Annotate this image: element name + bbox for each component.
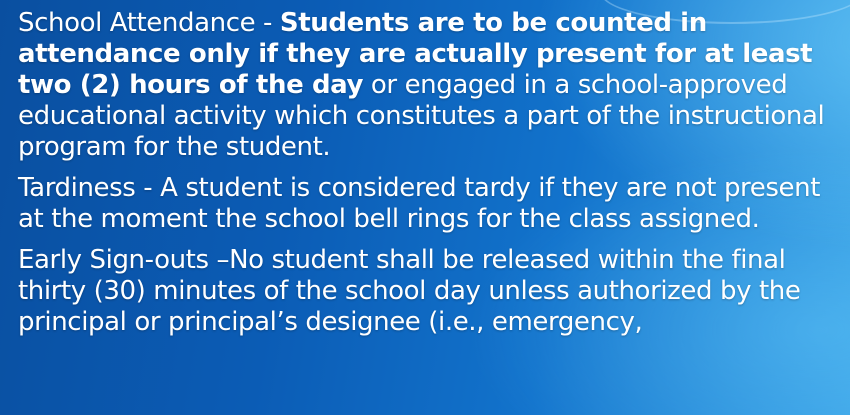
school-attendance-rest: or engaged in a school-approved educational activity which constitutes a part of the instructional program for the student. [18,70,825,162]
policy-text-block [18,8,838,348]
school-attendance-bold-rule: Students are to be counted in attendance only if they are actually present for at least two (2) hours of the day [18,8,813,100]
school-attendance-heading: School Attendance - [18,8,280,38]
tardiness-paragraph: Tardiness - A student is considered tardy if they are not present at the moment the school bell rings for the class assigned. [18,173,820,234]
early-signouts-paragraph: Early Sign-outs –No student shall be released within the final thirty (30) minutes of the school day unless authorized by the principal or principal’s designee (i.e., emergency, [18,245,801,337]
school-attendance-paragraph [18,8,838,163]
